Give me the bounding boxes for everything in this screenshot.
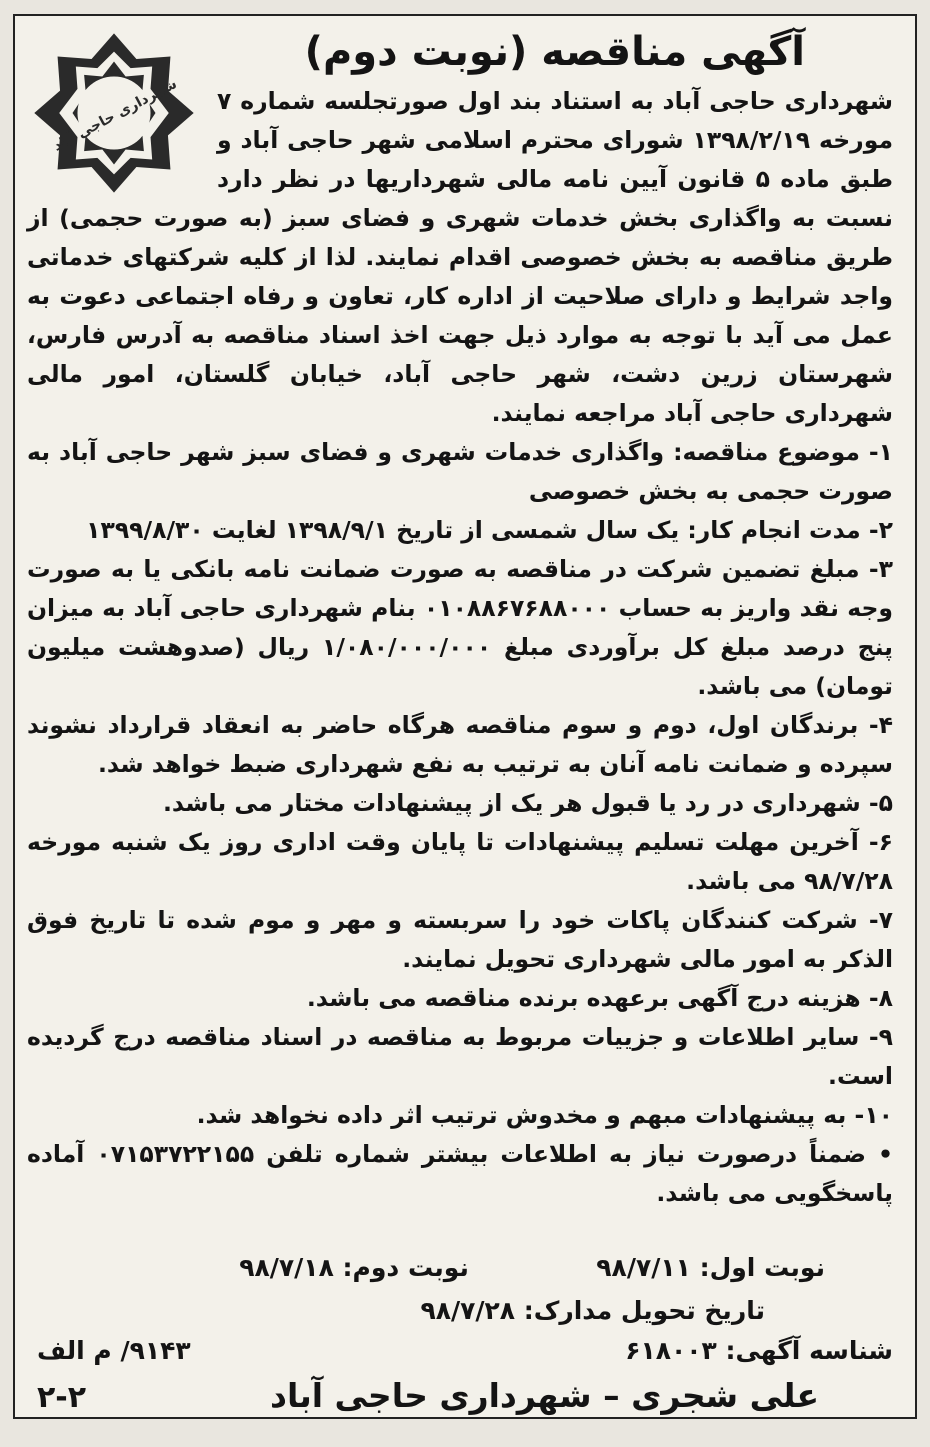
tender-notice xyxy=(13,14,917,1419)
tender-items xyxy=(27,433,893,1135)
delivery-label: تاریخ تحویل مدارک: xyxy=(523,1296,765,1325)
notice-body xyxy=(27,82,893,1213)
tender-item-6: ۶- آخرین مهلت تسلیم پیشنهادات تا پایان وقت اداری روز یک شنبه مورخه ۹۸/۷/۲۸ می باشد. xyxy=(27,828,893,895)
tender-item-9: ۹- سایر اطلاعات و جزییات مربوط به مناقصه در اسناد مناقصه درج گردیده است. xyxy=(27,1023,893,1090)
schedule-delivery xyxy=(145,1289,825,1332)
tender-item-7: ۷- شرکت کنندگان پاکات خود را سربسته و مهر و موم شده تا تاریخ فوق الذکر به امور مالی شهرداری تحویل نمایند. xyxy=(27,906,893,973)
tender-item-1: ۱- موضوع مناقصه: واگذاری خدمات شهری و فضای سبز شهر حاجی آباد به صورت حجمی به بخش خصوصی xyxy=(27,438,893,505)
logo-text: شهرداری حاجی آباد xyxy=(50,75,180,155)
second-publication-label: نوبت دوم: xyxy=(342,1253,469,1282)
tender-item-8: ۸- هزینه درج آگهی برعهده برنده مناقصه می باشد. xyxy=(306,984,893,1012)
tender-item-5: ۵- شهرداری در رد یا قبول هر یک از پیشنهادات مختار می باشد. xyxy=(162,789,893,817)
issue-number: ۲-۲ xyxy=(37,1380,87,1415)
schedule-publications xyxy=(145,1246,825,1289)
tender-item-4: ۴- برندگان اول، دوم و سوم مناقصه هرگاه حاضر به انعقاد قرارداد نشوند سپرده و ضمانت نامه آنان به ترتیب به نفع شهرداری ضبط خواهد شد. xyxy=(27,711,893,778)
publication-schedule xyxy=(145,1246,825,1332)
intro-paragraph: شهرداری حاجی آباد به استناد بند اول صورتجلسه شماره ۷ مورخه ۱۳۹۸/۲/۱۹ شورای محترم اسلامی شهر حاجی آباد و طبق ماده ۵ قانون آیین نامه مالی شهرداریها در نظر دارد نسبت به واگذاری بخش خدمات شهری و فضای سبز (به صورت حجمی) از طریق مناقصه به بخش خصوصی اقدام نمایند. لذا از کلیه شرکتهای خدماتی واجد شرایط و دارای صلاحیت از اداره کار، تعاون و رفاه اجتماعی دعوت به عمل می آید با توجه به موارد ذیل جهت اخذ اسناد مناقصه به آدرس فارس، شهرستان زرین دشت، شهر حاجی آباد، خیابان گلستان، امور مالی شهرداری حاجی آباد مراجعه نمایند. xyxy=(27,87,893,427)
tender-item-3: ۳- مبلغ تضمین شرکت در مناقصه به صورت ضمانت نامه بانکی یا به صورت وجه نقد واریز به حساب ۰۱۰۸۸۶۷۶۸۸۰۰۰ بنام شهرداری حاجی آباد به میزان پنج درصد مبلغ کل برآوردی مبلغ ۱/۰۸۰/۰۰۰/۰۰۰ ریال (صدوهشت میلیون تومان) می باشد. xyxy=(27,555,893,700)
tender-item-10: ۱۰- به پیشنهادات مبهم و مخدوش ترتیب اثر داده نخواهد شد. xyxy=(196,1101,893,1129)
first-publication-label: نوبت اول: xyxy=(699,1253,825,1282)
delivery-date: ۹۸/۷/۲۸ xyxy=(420,1296,516,1325)
first-publication-date: ۹۸/۷/۱۱ xyxy=(596,1253,691,1282)
contact-note: • ضمناً درصورت نیاز به اطلاعات بیشتر شماره تلفن ۰۷۱۵۳۷۲۲۱۵۵ آماده پاسخگویی می باشد. xyxy=(27,1140,894,1207)
ad-id-value: ۶۱۸۰۰۳ xyxy=(625,1336,717,1365)
ad-id-label: شناسه آگهی: xyxy=(725,1336,893,1365)
ad-reference-code: ۹۱۴۳/ م الف xyxy=(37,1336,191,1365)
signature: علی شجری – شهرداری حاجی آباد xyxy=(270,1376,819,1415)
tender-item-2: ۲- مدت انجام کار: یک سال شمسی از تاریخ ۱۳۹۸/۹/۱ لغایت ۱۳۹۹/۸/۳۰ xyxy=(86,516,893,544)
ad-id xyxy=(625,1334,893,1368)
notice-title: آگهی مناقصه (نوبت دوم) xyxy=(304,29,805,75)
second-publication-date: ۹۸/۷/۱۸ xyxy=(239,1253,334,1282)
